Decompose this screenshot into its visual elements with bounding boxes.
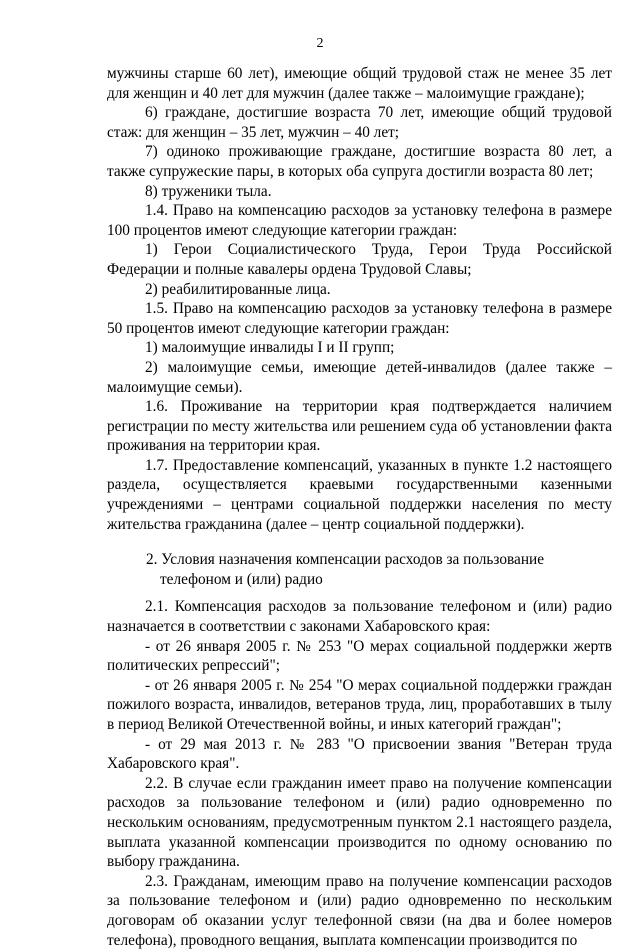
clause-1-6: 1.6. Проживание на территории края подтверждается наличием регистрации по месту жительства или решением суда об установлении факта проживания на территории края.: [107, 398, 612, 455]
clause-1-5-item-2: 2) малоимущие семьи, имеющие детей-инвалидов (далее также – малоимущие семьи).: [107, 358, 612, 396]
clause-2-2: 2.2. В случае если гражданин имеет право на получение компенсации расходов за пользование телефоном и (или) радио одновременно по нескольким основаниям, предусмотренным пунктом 2.1 настоящего раздела, выплата указанной компенсации производится по одному основанию по выбору гражданина.: [107, 774, 612, 871]
clause-2-3: 2.3. Гражданам, имеющим право на получение компенсации расходов за пользование телефоном и (или) радио одновременно по нескольким договорам об оказании услуг телефонной связи (на два и более номеров телефона), проводного вещания, выплата компенсации производится по: [107, 872, 612, 949]
clause-1-5: 1.5. Право на компенсацию расходов за установку телефона в размере 50 процентов имеют следующие категории граждан:: [107, 300, 612, 337]
paragraph-continuation: мужчины старше 60 лет), имеющие общий трудовой стаж не менее 35 лет для женщин и 40 лет для мужчин (далее также – малоимущие граждане);: [107, 65, 612, 102]
law-reference-283: - от 29 мая 2013 г. № 283 "О присвоении звания "Ветеран труда Хабаровского края".: [107, 735, 612, 773]
page-number: 2: [316, 36, 324, 51]
clause-1-7: 1.7. Предоставление компенсаций, указанных в пункте 1.2 настоящего раздела, осуществляется краевыми государственными казенными учреждениями – центрами социальной поддержки населения по месту жительства гражданина (далее – центр социальной поддержки).: [107, 456, 612, 533]
section-2-heading: 2. Условия назначения компенсации расходов за пользование телефоном и (или) радио: [146, 551, 544, 588]
clause-1-5-item-1: 1) малоимущие инвалиды I и II групп;: [145, 339, 395, 357]
law-reference-253: - от 26 января 2005 г. № 253 "О мерах социальной поддержки жертв политических репрессий";: [107, 637, 612, 675]
document-body: [107, 64, 612, 950]
list-item-8: 8) труженики тыла.: [145, 182, 272, 200]
clause-1-4: 1.4. Право на компенсацию расходов за установку телефона в размере 100 процентов имеют следующие категории граждан:: [107, 202, 612, 239]
law-reference-254: - от 26 января 2005 г. № 254 "О мерах социальной поддержки граждан пожилого возраста, инвалидов, ветеранов труда, лиц, проработавших в тылу в период Великой Отечественной войны, и иных категорий граждан";: [107, 676, 612, 733]
list-item-7: 7) одиноко проживающие граждане, достигшие возраста 80 лет, а также супружеские пары, в которых оба супруга достигли возраста 80 лет;: [107, 143, 612, 180]
clause-1-4-item-2: 2) реабилитированные лица.: [145, 280, 331, 298]
list-item-6: 6) граждане, достигшие возраста 70 лет, имеющие общий трудовой стаж: для женщин – 35 лет, мужчин – 40 лет;: [107, 104, 612, 141]
clause-1-4-item-1: 1) Герои Социалистического Труда, Герои Труда Российской Федерации и полные кавалеры ордена Трудовой Славы;: [107, 241, 612, 278]
clause-2-1: 2.1. Компенсация расходов за пользование телефоном и (или) радио назначается в соответствии с законами Хабаровского края:: [107, 598, 612, 636]
